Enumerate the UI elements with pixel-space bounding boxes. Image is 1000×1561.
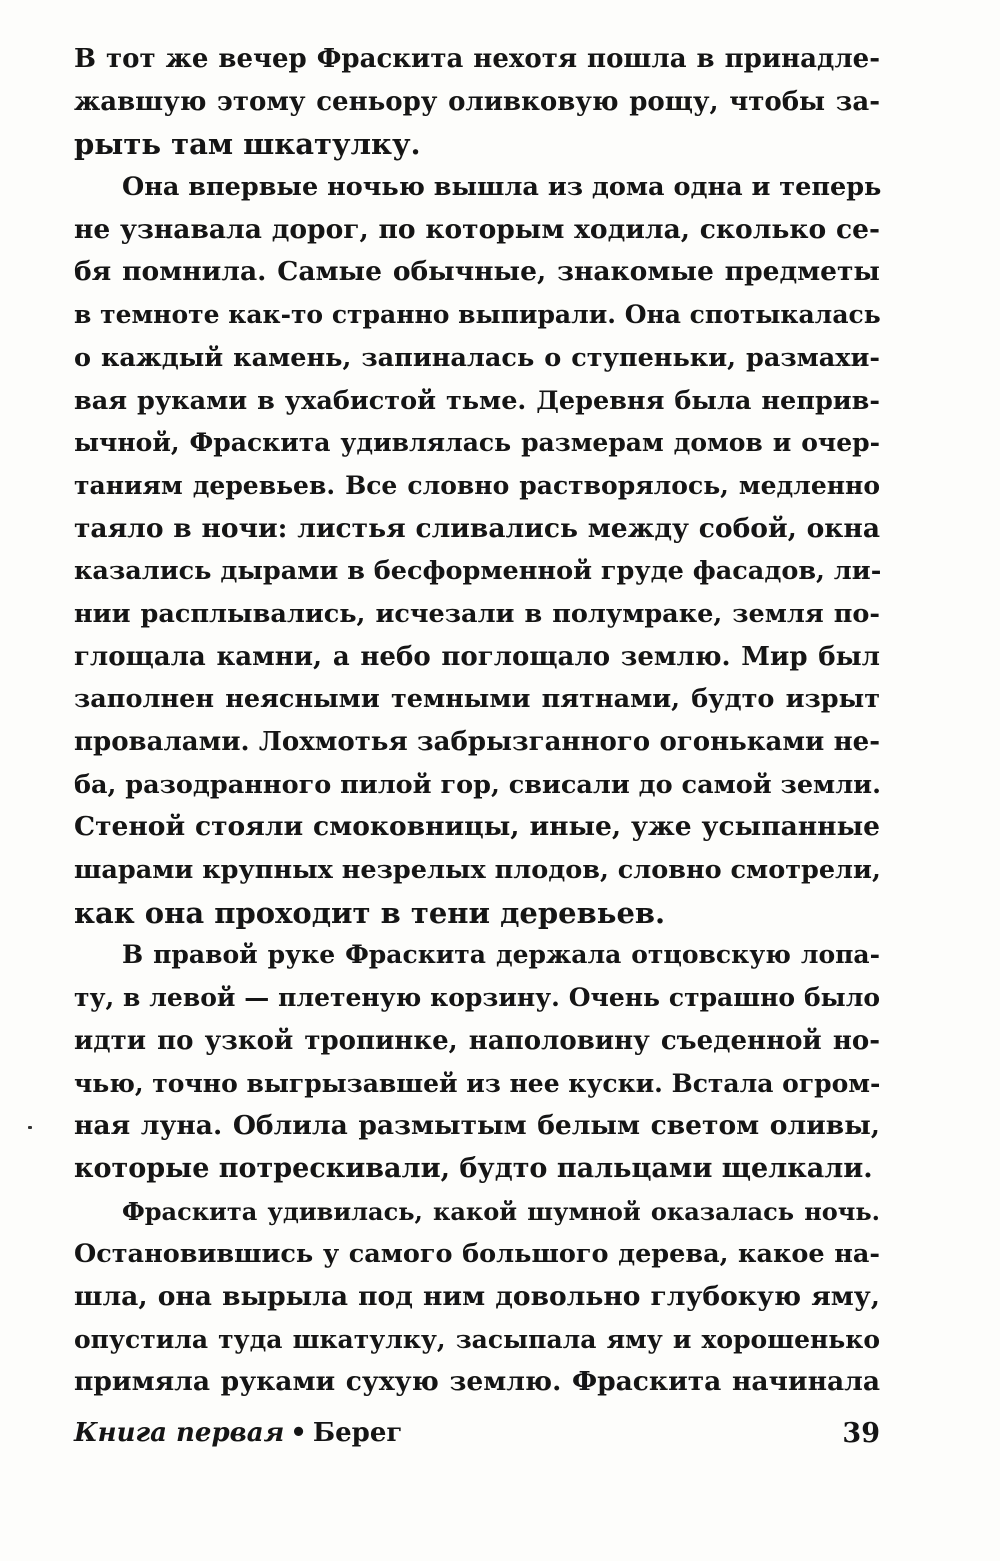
text-line: шарами крупных незрелых плодов, словно смотрели,: [74, 855, 881, 886]
bullet-separator: •: [290, 1418, 307, 1448]
text-line: нии расплывались, исчезали в полумраке, земля по-: [74, 598, 880, 629]
page-number: 39: [842, 1418, 880, 1449]
text-line: ту, в левой — плетеную корзину. Очень страшно было: [74, 983, 880, 1013]
text-line: которые потрескивали, будто пальцами щелкали.: [74, 1152, 873, 1184]
scan-speck: [28, 1126, 32, 1129]
text-line: чью, точно выгрызавшей из нее куски. Встала огром-: [74, 1068, 881, 1098]
text-line: примяла руками сухую землю. Фраскита начинала: [74, 1366, 880, 1398]
text-line: таяло в ночи: листья сливались между собой, окна: [74, 512, 880, 544]
text-line: шла, она вырыла под ним довольно глубокую яму,: [74, 1280, 880, 1312]
text-line: Остановившись у самого большого дерева, какое на-: [74, 1239, 880, 1270]
text-line: идти по узкой тропинке, наполовину съеденной но-: [74, 1025, 880, 1056]
book-title: Книга первая: [74, 1418, 285, 1448]
section-title: Берег: [312, 1418, 403, 1448]
text-line: ная луна. Облила размытым белым светом оливы,: [74, 1110, 880, 1142]
text-line: глощала камни, а небо поглощало землю. Мир был: [74, 641, 880, 672]
text-line: заполнен неясными темными пятнами, будто изрыт: [74, 684, 880, 715]
text-line: Стеной стояли смоковницы, иные, уже усыпанные: [74, 811, 880, 843]
running-head: [74, 1418, 402, 1448]
text-line: рыть там шкатулку.: [74, 127, 421, 162]
text-line: в темноте как-то странно выпирали. Она спотыкалась: [74, 300, 881, 330]
text-line: Фраскита удивилась, какой шумной оказалась ночь.: [122, 1196, 880, 1226]
text-line: ычной, Фраскита удивлялась размерам домов и очер-: [74, 428, 880, 458]
text-line: В тот же вечер Фраскита нехотя пошла в принадле-: [74, 44, 880, 74]
text-line: казались дырами в бесформенной груде фасадов, ли-: [74, 556, 882, 587]
text-line: бя помнила. Самые обычные, знакомые предметы: [74, 256, 880, 288]
text-line: ба, разодранного пилой гор, свисали до самой земли.: [74, 769, 881, 800]
text-line: о каждый камень, запиналась о ступеньки, размахи-: [74, 342, 880, 373]
text-line: провалами. Лохмотья забрызганного огоньками не-: [74, 727, 880, 757]
text-line: вая руками в ухабистой тьме. Деревня была неприв-: [74, 385, 880, 416]
text-line: В правой руке Фраскита держала отцовскую лопа-: [122, 940, 880, 970]
text-line: таниям деревьев. Все словно растворялось, медленно: [74, 470, 880, 500]
text-line: как она проходит в тени деревьев.: [74, 895, 666, 930]
text-line: жавшую этому сеньору оливковую рощу, чтобы за-: [74, 86, 880, 117]
text-line: Она впервые ночью вышла из дома одна и теперь: [122, 172, 882, 203]
text-line: не узнавала дорог, по которым ходила, сколько се-: [74, 213, 880, 245]
page-footer: [74, 1418, 880, 1458]
body-text: [74, 38, 880, 1404]
text-line: опустила туда шкатулку, засыпала яму и хорошенько: [74, 1324, 880, 1354]
